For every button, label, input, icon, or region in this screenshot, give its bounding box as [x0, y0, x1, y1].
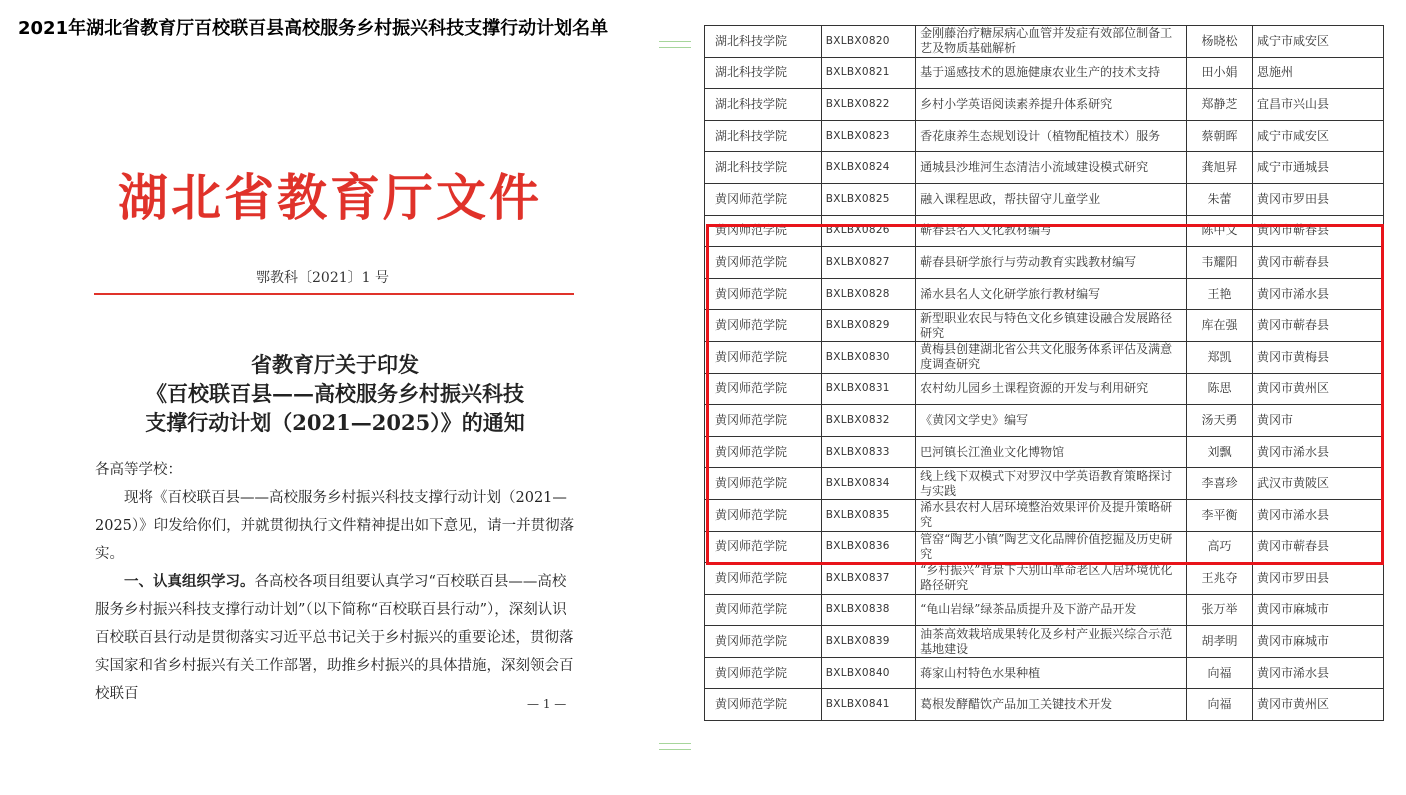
notice-title-line: 支撑行动计划（2021—2025）》的通知	[145, 410, 525, 435]
leader-cell: 郑凯	[1187, 341, 1253, 373]
page-title: 2021年湖北省教育厅百校联百县高校服务乡村振兴科技支撑行动计划名单	[18, 18, 609, 39]
code-cell: BXLBX0825	[821, 183, 915, 215]
code-cell: BXLBX0823	[821, 120, 915, 152]
school-cell: 湖北科技学院	[705, 57, 822, 89]
project-cell: 葛根发酵醋饮产品加工关键技术开发	[916, 689, 1187, 721]
code-cell: BXLBX0822	[821, 89, 915, 121]
code-cell: BXLBX0837	[821, 563, 915, 595]
code-cell: BXLBX0821	[821, 57, 915, 89]
table-row	[705, 689, 1384, 721]
leader-cell: 蔡朝晖	[1187, 120, 1253, 152]
code-cell: BXLBX0827	[821, 247, 915, 279]
school-cell: 黄冈师范学院	[705, 626, 822, 658]
project-cell: 通城县沙堆河生态清洁小流域建设模式研究	[916, 152, 1187, 184]
leader-cell: 李平衡	[1187, 499, 1253, 531]
code-cell: BXLBX0826	[821, 215, 915, 247]
code-cell: BXLBX0835	[821, 499, 915, 531]
school-cell: 黄冈师范学院	[705, 657, 822, 689]
area-cell: 咸宁市咸安区	[1253, 26, 1384, 58]
table-row	[705, 436, 1384, 468]
section-heading: 一、认真组织学习。	[124, 573, 255, 590]
school-cell: 黄冈师范学院	[705, 531, 822, 563]
decorative-line	[659, 743, 691, 750]
area-cell: 黄冈市黄州区	[1253, 373, 1384, 405]
project-cell: 油茶高效栽培成果转化及乡村产业振兴综合示范基地建设	[916, 626, 1187, 658]
project-cell: 蕲春县名人文化教材编写	[916, 215, 1187, 247]
area-cell: 黄冈市黄州区	[1253, 689, 1384, 721]
leader-cell: 向福	[1187, 657, 1253, 689]
school-cell: 黄冈师范学院	[705, 594, 822, 626]
document-header: 湖北省教育厅文件	[118, 168, 542, 227]
school-cell: 黄冈师范学院	[705, 310, 822, 342]
leader-cell: 郑静芝	[1187, 89, 1253, 121]
school-cell: 黄冈师范学院	[705, 341, 822, 373]
leader-cell: 杨晓松	[1187, 26, 1253, 58]
area-cell: 黄冈市麻城市	[1253, 626, 1384, 658]
leader-cell: 胡孝明	[1187, 626, 1253, 658]
project-cell: 农村幼儿园乡土课程资源的开发与利用研究	[916, 373, 1187, 405]
code-cell: BXLBX0830	[821, 341, 915, 373]
area-cell: 黄冈市浠水县	[1253, 436, 1384, 468]
document-body	[95, 456, 575, 708]
notice-title-line: 省教育厅关于印发	[251, 352, 419, 377]
table-row	[705, 215, 1384, 247]
code-cell: BXLBX0824	[821, 152, 915, 184]
code-cell: BXLBX0829	[821, 310, 915, 342]
table-row	[705, 594, 1384, 626]
school-cell: 黄冈师范学院	[705, 183, 822, 215]
area-cell: 咸宁市咸安区	[1253, 120, 1384, 152]
school-cell: 黄冈师范学院	[705, 278, 822, 310]
area-cell: 黄冈市蕲春县	[1253, 215, 1384, 247]
area-cell: 黄冈市浠水县	[1253, 278, 1384, 310]
code-cell: BXLBX0840	[821, 657, 915, 689]
table-row	[705, 563, 1384, 595]
project-cell: 黄梅县创建湖北省公共文化服务体系评估及满意度调查研究	[916, 341, 1187, 373]
project-cell: 乡村小学英语阅读素养提升体系研究	[916, 89, 1187, 121]
area-cell: 恩施州	[1253, 57, 1384, 89]
table-row	[705, 531, 1384, 563]
leader-cell: 刘飘	[1187, 436, 1253, 468]
table-row	[705, 152, 1384, 184]
leader-cell: 向福	[1187, 689, 1253, 721]
project-cell: 金刚藤治疗糖尿病心血管并发症有效部位制备工艺及物质基础解析	[916, 26, 1187, 58]
school-cell: 黄冈师范学院	[705, 689, 822, 721]
paragraph: 现将《百校联百县——高校服务乡村振兴科技支撑行动计划（2021—2025）》印发给你们，并就贯彻执行文件精神提出如下意见，请一并贯彻落实。	[95, 490, 575, 562]
area-cell: 黄冈市浠水县	[1253, 499, 1384, 531]
school-cell: 黄冈师范学院	[705, 499, 822, 531]
table-row	[705, 468, 1384, 500]
school-cell: 黄冈师范学院	[705, 563, 822, 595]
leader-cell: 汤天勇	[1187, 405, 1253, 437]
project-cell: 蒋家山村特色水果种植	[916, 657, 1187, 689]
leader-cell: 田小娟	[1187, 57, 1253, 89]
area-cell: 武汉市黄陂区	[1253, 468, 1384, 500]
leader-cell: 韦耀阳	[1187, 247, 1253, 279]
code-cell: BXLBX0836	[821, 531, 915, 563]
school-cell: 黄冈师范学院	[705, 405, 822, 437]
table-row	[705, 57, 1384, 89]
table-row	[705, 405, 1384, 437]
project-cell: 香花康养生态规划设计（植物配植技术）服务	[916, 120, 1187, 152]
decorative-line	[659, 41, 691, 48]
school-cell: 黄冈师范学院	[705, 373, 822, 405]
table-row	[705, 120, 1384, 152]
code-cell: BXLBX0833	[821, 436, 915, 468]
code-cell: BXLBX0834	[821, 468, 915, 500]
notice-title-line: 《百校联百县——高校服务乡村振兴科技	[146, 381, 524, 406]
area-cell: 黄冈市蕲春县	[1253, 310, 1384, 342]
project-cell: 《黄冈文学史》编写	[916, 405, 1187, 437]
leader-cell: 朱蕾	[1187, 183, 1253, 215]
project-cell: “乡村振兴”背景下大别山革命老区人居环境优化路径研究	[916, 563, 1187, 595]
school-cell: 湖北科技学院	[705, 26, 822, 58]
project-cell: 巴河镇长江渔业文化博物馆	[916, 436, 1187, 468]
leader-cell: 高巧	[1187, 531, 1253, 563]
project-cell: 新型职业农民与特色文化乡镇建设融合发展路径研究	[916, 310, 1187, 342]
school-cell: 黄冈师范学院	[705, 215, 822, 247]
table-row	[705, 657, 1384, 689]
table-row	[705, 373, 1384, 405]
table-row	[705, 499, 1384, 531]
leader-cell: 李喜珍	[1187, 468, 1253, 500]
project-table	[704, 25, 1384, 721]
school-cell: 黄冈师范学院	[705, 247, 822, 279]
area-cell: 黄冈市蕲春县	[1253, 531, 1384, 563]
leader-cell: 王艳	[1187, 278, 1253, 310]
page-number: — 1 —	[527, 697, 567, 711]
leader-cell: 库在强	[1187, 310, 1253, 342]
area-cell: 黄冈市罗田县	[1253, 563, 1384, 595]
table-row	[705, 247, 1384, 279]
table-row	[705, 183, 1384, 215]
table-row	[705, 626, 1384, 658]
area-cell: 宜昌市兴山县	[1253, 89, 1384, 121]
section-text: 各高校各项目组要认真学习“百校联百县——高校服务乡村振兴科技支撑行动计划”（以下简称“百校联百县行动”），深刻认识百校联百县行动是贯彻落实习近平总书记关于乡村振兴的重要论述，贯彻落实国家和省乡村振兴有关工作部署，助推乡村振兴的具体措施，深刻领会百校联百	[95, 574, 574, 702]
school-cell: 湖北科技学院	[705, 120, 822, 152]
area-cell: 黄冈市	[1253, 405, 1384, 437]
leader-cell: 王兆夺	[1187, 563, 1253, 595]
header-divider	[94, 293, 574, 295]
project-cell: 基于遥感技术的恩施健康农业生产的技术支持	[916, 57, 1187, 89]
salutation: 各高等学校：	[95, 462, 182, 478]
code-cell: BXLBX0820	[821, 26, 915, 58]
document-number: 鄂教科〔2021〕1 号	[256, 270, 389, 286]
leader-cell: 陈中文	[1187, 215, 1253, 247]
table-row	[705, 26, 1384, 58]
section-paragraph	[95, 568, 575, 708]
code-cell: BXLBX0838	[821, 594, 915, 626]
code-cell: BXLBX0832	[821, 405, 915, 437]
project-cell: “龟山岩绿”绿茶品质提升及下游产品开发	[916, 594, 1187, 626]
code-cell: BXLBX0839	[821, 626, 915, 658]
area-cell: 黄冈市蕲春县	[1253, 247, 1384, 279]
code-cell: BXLBX0831	[821, 373, 915, 405]
leader-cell: 龚旭昇	[1187, 152, 1253, 184]
school-cell: 湖北科技学院	[705, 152, 822, 184]
table-row	[705, 310, 1384, 342]
project-cell: 浠水县名人文化研学旅行教材编写	[916, 278, 1187, 310]
leader-cell: 张万举	[1187, 594, 1253, 626]
project-cell: 管窑“陶艺小镇”陶艺文化品牌价值挖掘及历史研究	[916, 531, 1187, 563]
project-cell: 融入课程思政，帮扶留守儿童学业	[916, 183, 1187, 215]
code-cell: BXLBX0841	[821, 689, 915, 721]
area-cell: 黄冈市麻城市	[1253, 594, 1384, 626]
area-cell: 黄冈市罗田县	[1253, 183, 1384, 215]
school-cell: 黄冈师范学院	[705, 436, 822, 468]
notice-title	[96, 350, 574, 437]
project-cell: 蕲春县研学旅行与劳动教育实践教材编写	[916, 247, 1187, 279]
school-cell: 湖北科技学院	[705, 89, 822, 121]
table-row	[705, 341, 1384, 373]
table-row	[705, 89, 1384, 121]
area-cell: 黄冈市黄梅县	[1253, 341, 1384, 373]
area-cell: 咸宁市通城县	[1253, 152, 1384, 184]
table-row	[705, 278, 1384, 310]
project-cell: 线上线下双模式下对罗汉中学英语教育策略探讨与实践	[916, 468, 1187, 500]
project-cell: 浠水县农村人居环境整治效果评价及提升策略研究	[916, 499, 1187, 531]
school-cell: 黄冈师范学院	[705, 468, 822, 500]
area-cell: 黄冈市浠水县	[1253, 657, 1384, 689]
code-cell: BXLBX0828	[821, 278, 915, 310]
leader-cell: 陈思	[1187, 373, 1253, 405]
